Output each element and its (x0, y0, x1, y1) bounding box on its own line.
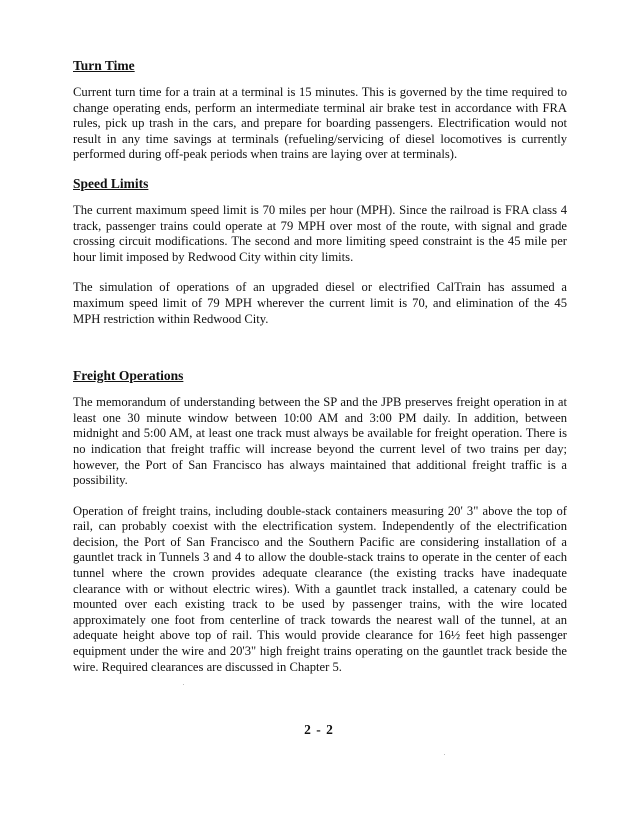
section-heading: Turn Time (73, 58, 135, 73)
section-heading: Speed Limits (73, 175, 149, 191)
scan-speck (444, 754, 445, 755)
page-number: 2 - 2 (304, 722, 334, 737)
section-turn-time (73, 58, 567, 163)
section-speed-limits (73, 176, 567, 327)
document-page (73, 58, 567, 690)
section-paragraph: Operation of freight trains, including double-stack containers measuring 20' 3" above the top of rail, can probably coexist with the electrification system. Independently of the electrification decision, the Port of San Francisco and the Southern Pacific are considering installation of a gauntlet track in Tunnels 3 and 4 to allow the double-stack trains to operate in the center of each tunnel where the crown provides adequate clearance (the existing tracks have inadequate clearance with or without electric wires). With a gauntlet track installed, a catenary could be mounted over each existing track to be used by passenger trains, with the wire located approximately one foot from centerline of track towards the nearest wall of the tunnel, at an adequate height above top of rail. This would provide clearance for 16½ feet high passenger equipment under the wire and 20'3" high freight trains operating on the gauntlet track beside the wire. Required clearances are discussed in Chapter 5. (73, 503, 567, 674)
section-heading: Freight Operations (73, 368, 184, 384)
section-paragraph: The current maximum speed limit is 70 miles per hour (MPH). Since the railroad is FRA class 4 track, passenger trains could operate at 79 MPH over most of the route, with signal and grade crossing circuit modifications. The second and more limiting speed constraint is the 45 mile per hour limit imposed by Redwood City within city limits. (73, 202, 567, 264)
section-freight-operations (73, 368, 567, 675)
section-paragraph: The memorandum of understanding between the SP and the JPB preserves freight operation in at least one 30 minute window between 10:00 AM and 3:00 PM daily. In addition, between midnight and 5:00 AM, at least one track must always be available for freight operation. There is no indication that freight traffic will increase beyond the current level of two trains per day; however, the Port of San Francisco has always maintained that additional freight traffic is a possibility. (73, 395, 567, 488)
scan-speck (183, 684, 184, 685)
section-paragraph: The simulation of operations of an upgraded diesel or electrified CalTrain has assumed a maximum speed limit of 79 MPH wherever the current limit is 70, and elimination of the 45 MPH restriction within Redwood City. (73, 280, 567, 326)
section-spacer (73, 327, 567, 368)
section-paragraph: Current turn time for a train at a terminal is 15 minutes. This is governed by the time required to change operating ends, perform an intermediate terminal air brake test in accordance with FRA rules, pick up trash in the cars, and prepare for boarding passengers. Electrification would not result in any time savings at terminals (refueling/servicing of diesel locomotives is currently performed during off-peak periods when trains are laying over at terminals). (73, 85, 567, 162)
